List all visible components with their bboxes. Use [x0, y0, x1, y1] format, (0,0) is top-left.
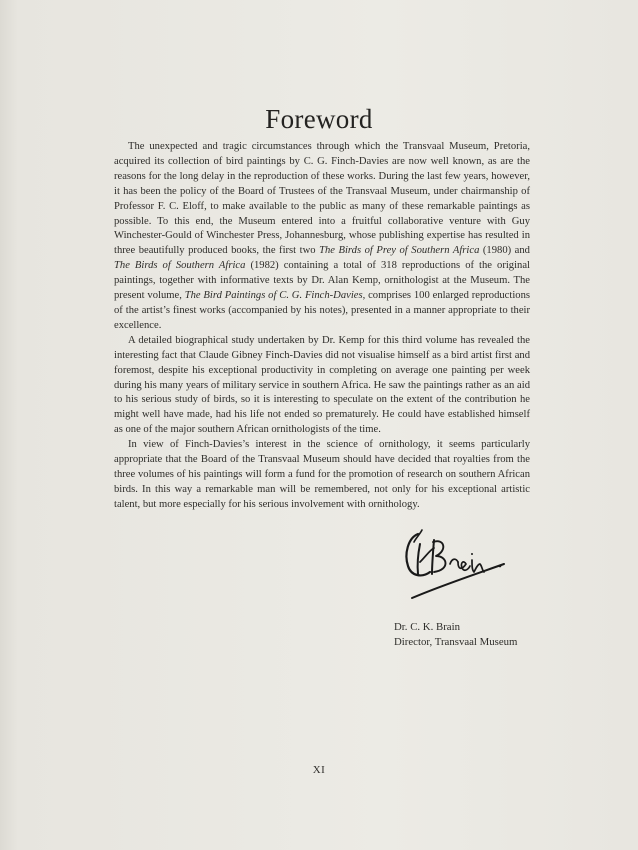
paragraph-1-text-3: (1982) containing a total of 318 reproductions of the original paintings, together with informative texts by Dr. Alan Kemp, ornithologist at the Museum. The present volume, — [114, 260, 530, 302]
signatory-block — [394, 620, 517, 650]
paragraph-2-text: A detailed biographical study undertaken by Dr. Kemp for this third volume has revealed the interesting fact that Claude Gibney Finch-Davies did not visualise himself as a bird artist first and foremost, despite his exceptional productivity in completing on average one painting per week during his many years of military service in southern Africa. He saw the paintings rather as an aid to his serious study of birds, so it is interesting to speculate on the extent of the contribution he might well have made, had his life not ended so prematurely. He could have established himself as one of the major southern African ornithologists of the time. — [114, 334, 530, 436]
book-title-bird-paintings: The Bird Paintings of C. G. Finch-Davies, — [184, 290, 366, 302]
paragraph-1-text-1: The unexpected and tragic circumstances through which the Transvaal Museum, Pretoria, acquired its collection of bird paintings by C. G. Finch-Davies are now well known, as are the reasons for the long delay in the reproduction of these works. During the last few years, however, it has been the policy of the Board of Trustees of the Transvaal Museum, under chairmanship of Professor F. C. Eloff, to make available to the public as many of these remarkable paintings as possible. To this end, the Museum entered into a fruitful collaborative venture with Guy Winchester-Gould of Winchester Press, Johannesburg, whose publishing expertise has resulted in three beautifully produced books, the first two — [114, 141, 530, 257]
handwritten-signature — [400, 520, 530, 610]
paragraph-1 — [114, 140, 530, 334]
paragraph-3-text: In view of Finch-Davies’s interest in the science of ornithology, it seems particularly appropriate that the Board of the Transvaal Museum should have decided that royalties from the three volumes of his paintings will form a fund for the promotion of research on southern African birds. In this way a remarkable man will be remembered, not only for his exceptional artistic talent, but more especially for his serious involvement with ornithology. — [114, 439, 530, 510]
page-title: Foreword — [265, 104, 373, 135]
signatory-name: Dr. C. K. Brain — [394, 621, 460, 633]
paragraph-1-text-4: comprises 100 enlarged reproductions of the artist’s finest works (accompanied by his notes), presented in a manner appropriate to their excellence. — [114, 290, 530, 331]
paragraph-2 — [114, 334, 530, 438]
foreword-body — [114, 140, 530, 513]
page-number: XI — [312, 764, 326, 776]
paragraph-1-text-2: (1980) and — [479, 245, 530, 257]
book-title-birds-of-southern-africa: The Birds of Southern Africa — [114, 260, 246, 272]
paragraph-3 — [114, 438, 530, 513]
book-title-birds-of-prey: The Birds of Prey of Southern Africa — [319, 245, 480, 257]
signatory-title: Director, Transvaal Museum — [394, 636, 518, 648]
